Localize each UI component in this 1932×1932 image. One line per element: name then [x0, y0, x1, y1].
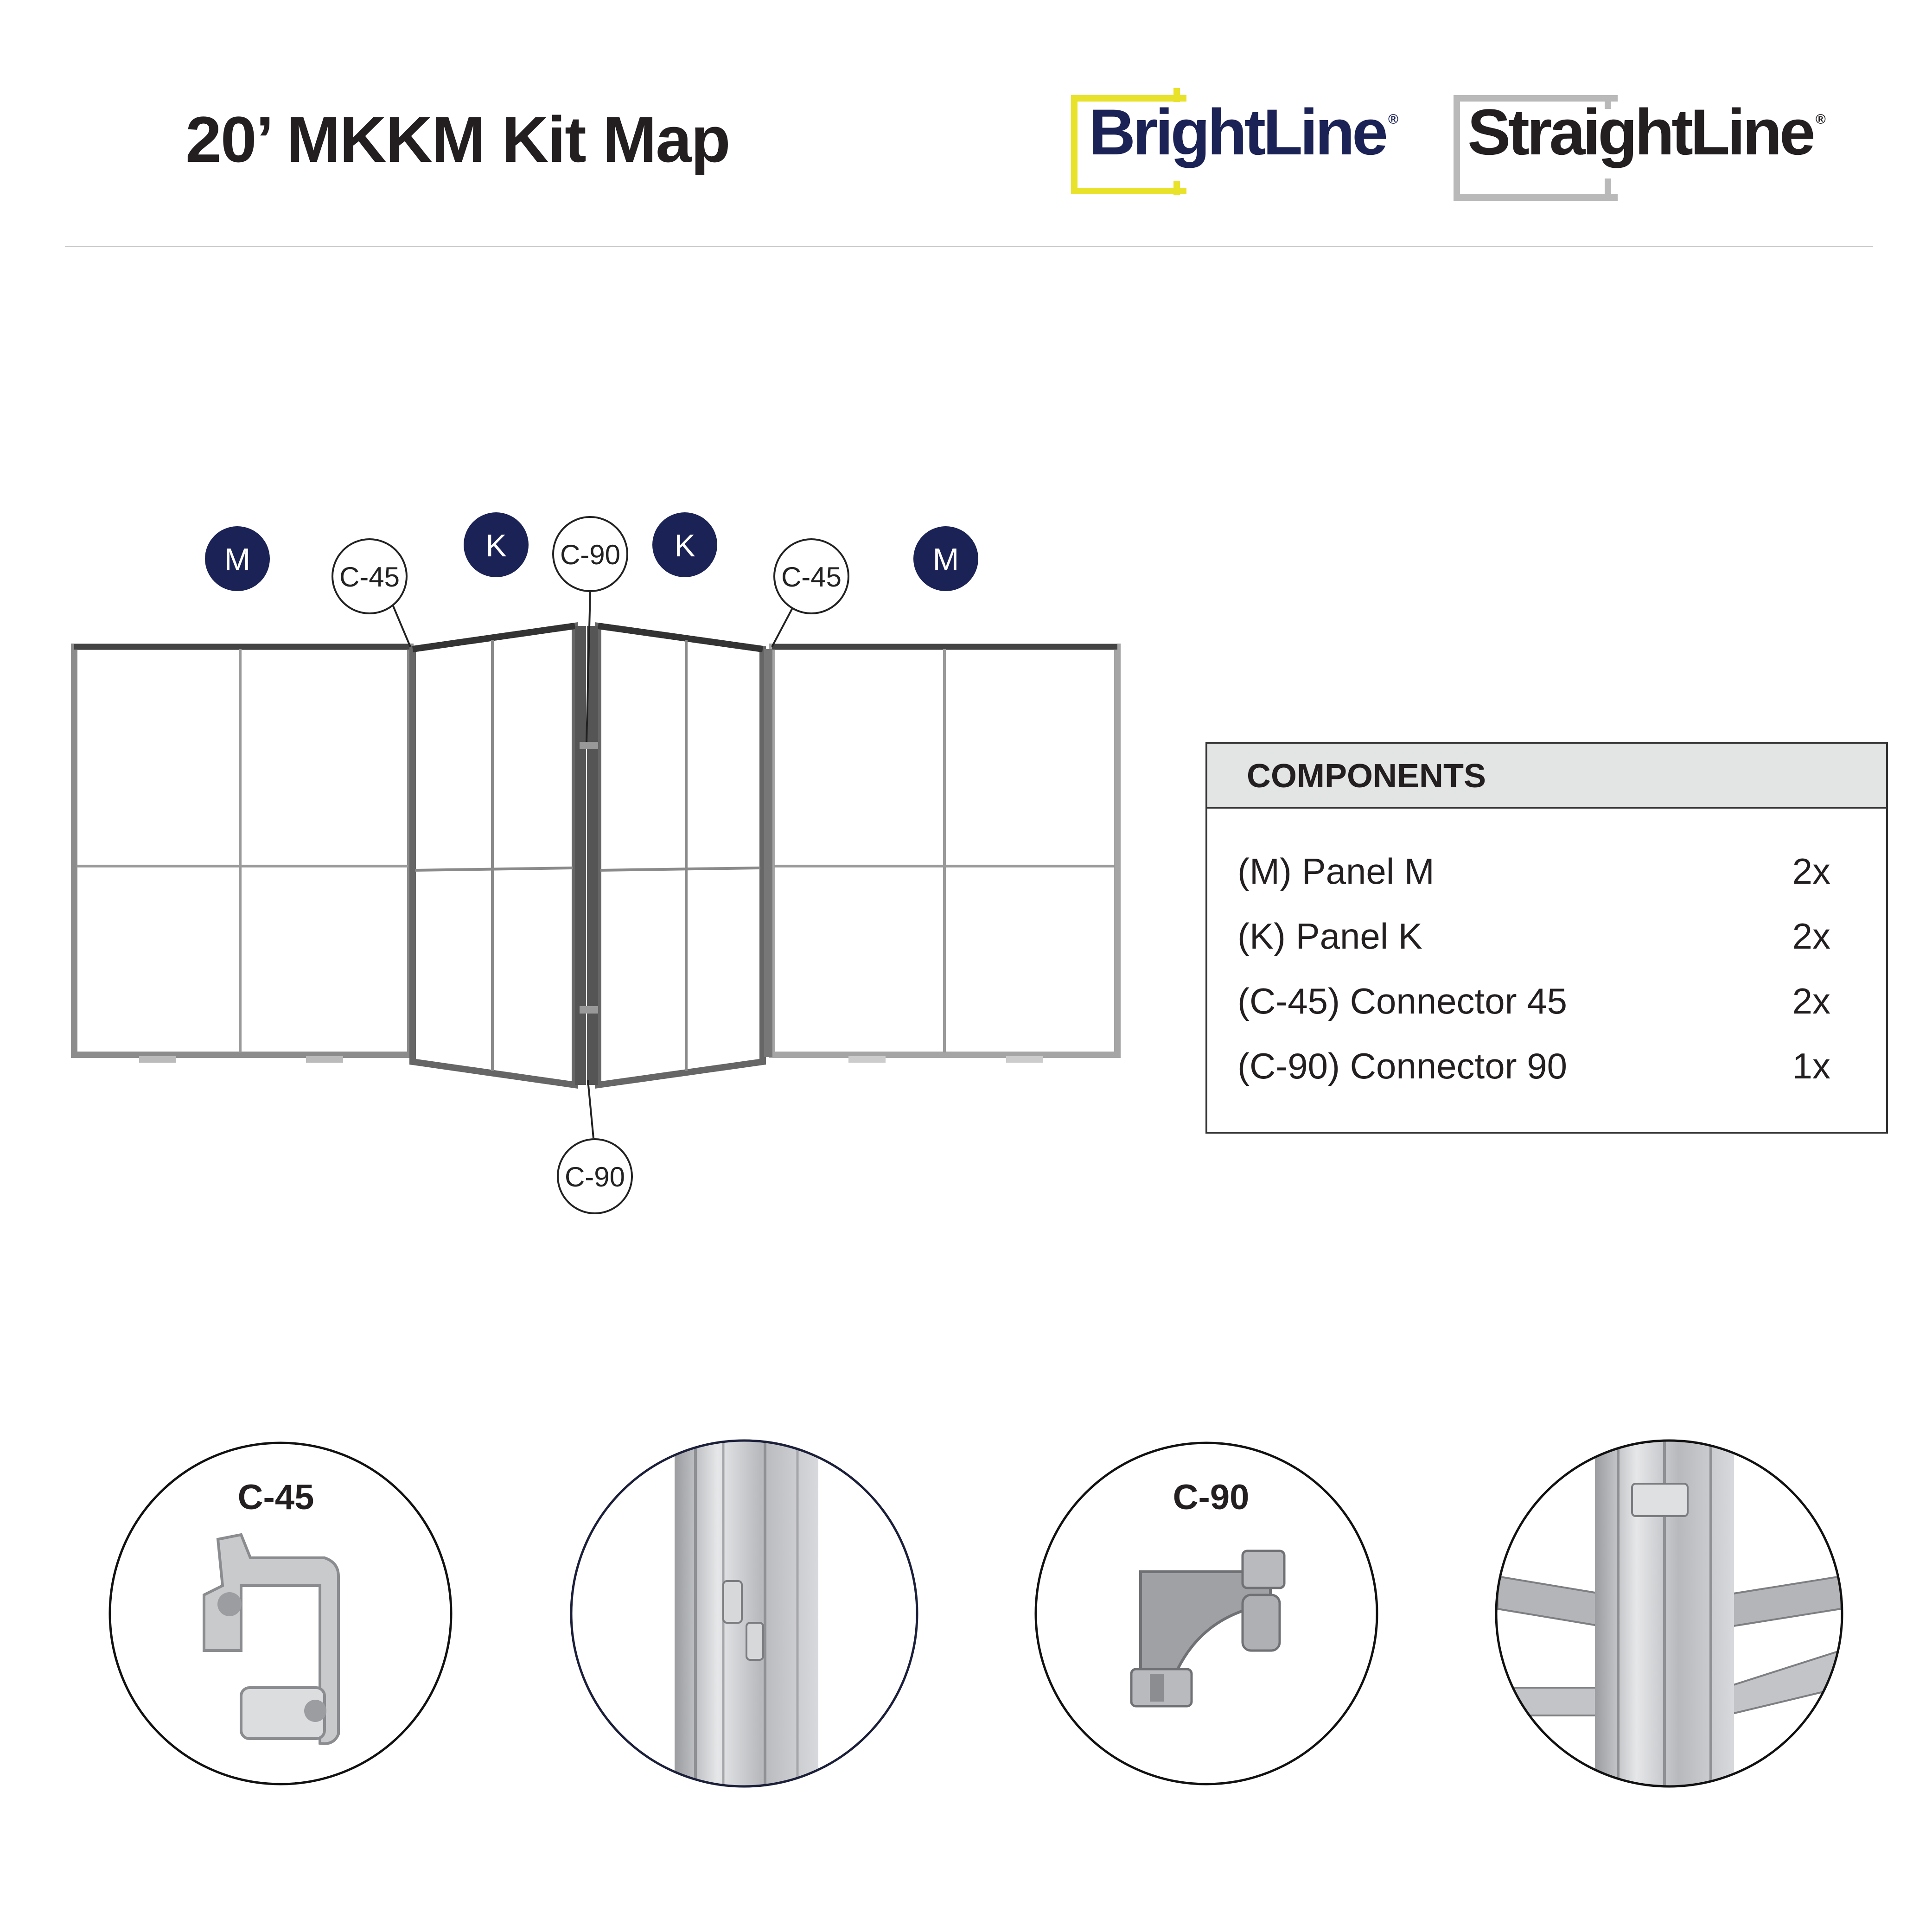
svg-text:C-90: C-90 [560, 539, 621, 570]
detail-c45 [110, 1443, 451, 1784]
component-name: (M) Panel M [1237, 851, 1435, 892]
detail-c90-label: C-90 [1173, 1478, 1250, 1517]
svg-text:C-90: C-90 [564, 1161, 625, 1192]
straightline-wordmark: StraightLine [1467, 96, 1813, 168]
component-qty: 2x [1792, 981, 1830, 1021]
detail-c45-label: C-45 [237, 1478, 314, 1517]
svg-text:C-45: C-45 [781, 561, 842, 593]
svg-text:K: K [485, 528, 507, 563]
components-heading: COMPONENTS [1207, 744, 1886, 809]
component-qty: 2x [1792, 916, 1830, 956]
detail-extrusion-c45 [571, 1433, 917, 1794]
component-name: (C-90) Connector 90 [1237, 1046, 1567, 1086]
svg-text:C-45: C-45 [339, 561, 400, 593]
svg-text:M: M [932, 542, 959, 577]
component-name: (K) Panel K [1237, 916, 1422, 956]
brightline-wordmark: BrightLine [1089, 96, 1385, 168]
svg-text:K: K [674, 528, 695, 563]
component-name: (C-45) Connector 45 [1237, 981, 1567, 1021]
svg-text:M: M [224, 542, 251, 577]
component-qty: 2x [1792, 851, 1830, 892]
detail-c90 [1036, 1443, 1377, 1784]
component-qty: 1x [1792, 1046, 1830, 1086]
detail-frame-c90 [1496, 1437, 1842, 1790]
page-title: 20’ MKKM Kit Map [185, 103, 730, 176]
registered-mark: ® [1388, 112, 1399, 127]
registered-mark: ® [1815, 112, 1826, 127]
